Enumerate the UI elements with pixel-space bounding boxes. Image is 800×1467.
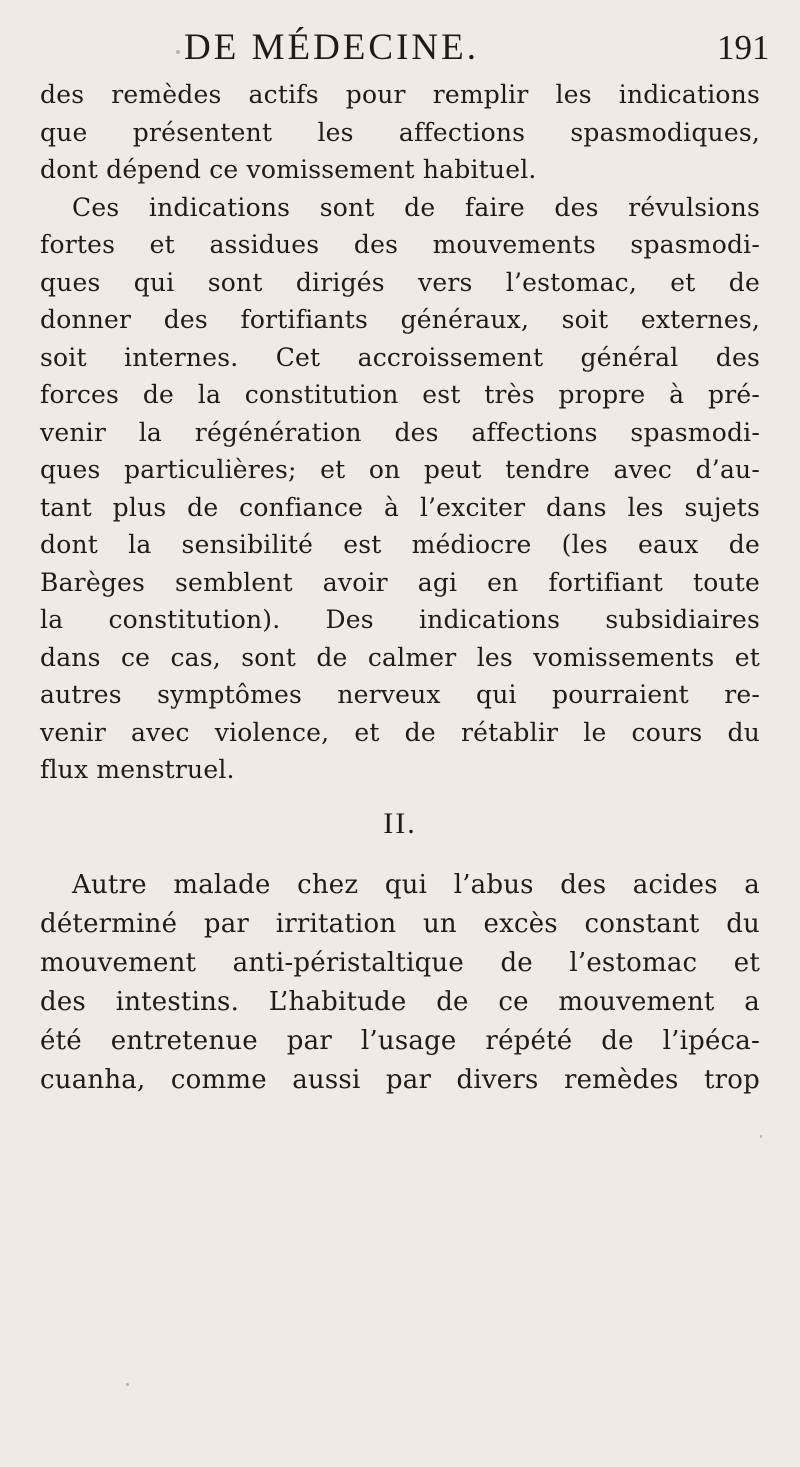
text-line: donner des fortifiants généraux, soit externes, bbox=[40, 305, 760, 334]
running-title: DE MÉDECINE. bbox=[184, 27, 479, 68]
text-line: forces de la constitution est très propre à pré- bbox=[40, 380, 760, 409]
body-text-upper bbox=[40, 76, 760, 789]
text-line: dans ce cas, sont de calmer les vomissements et bbox=[40, 642, 760, 672]
text-line: soit internes. Cet accroissement général des bbox=[40, 342, 760, 372]
paper-speck bbox=[126, 1383, 129, 1386]
text-line: dont la sensibilité est médiocre (les eaux de bbox=[40, 530, 760, 559]
text-line: dont dépend ce vomissement habituel. bbox=[40, 155, 537, 184]
text-line: venir la régénération des affections spasmodi- bbox=[40, 417, 760, 447]
text-line: que présentent les affections spasmodiques, bbox=[40, 117, 760, 147]
paper-speck bbox=[760, 1135, 762, 1138]
text-line: flux menstruel. bbox=[40, 755, 235, 784]
text-line: la constitution). Des indications subsidiaires bbox=[40, 605, 760, 634]
text-line: venir avec violence, et de rétablir le cours du bbox=[40, 717, 760, 747]
section-number: II. bbox=[383, 807, 417, 840]
text-line: autres symptômes nerveux qui pourraient re- bbox=[40, 680, 760, 709]
text-line: Ces indications sont de faire des révulsions bbox=[72, 192, 760, 222]
text-line: été entretenue par l’usage répété de l’ipéca- bbox=[40, 1026, 760, 1056]
text-line: des remèdes actifs pour remplir les indications bbox=[40, 80, 760, 109]
text-line: fortes et assidues des mouvements spasmodi- bbox=[40, 230, 760, 259]
page-number: 191 bbox=[717, 28, 770, 67]
text-line: tant plus de confiance à l’exciter dans les sujets bbox=[40, 492, 760, 522]
text-line: Barèges semblent avoir agi en fortifiant toute bbox=[40, 567, 760, 597]
text-line: Autre malade chez qui l’abus des acides a bbox=[72, 870, 760, 900]
text-line: mouvement anti-péristaltique de l’estomac et bbox=[40, 948, 760, 978]
body-text-lower bbox=[40, 866, 760, 1100]
paper-speck bbox=[176, 50, 180, 54]
text-line: ques qui sont dirigés vers l’estomac, et de bbox=[40, 267, 760, 297]
text-line: ques particulières; et on peut tendre avec d’au- bbox=[40, 455, 760, 484]
text-line: déterminé par irritation un excès constant du bbox=[40, 909, 760, 939]
page-header bbox=[0, 26, 800, 76]
text-line: des intestins. L’habitude de ce mouvement a bbox=[40, 987, 760, 1017]
text-line: cuanha, comme aussi par divers remèdes trop bbox=[40, 1065, 760, 1095]
